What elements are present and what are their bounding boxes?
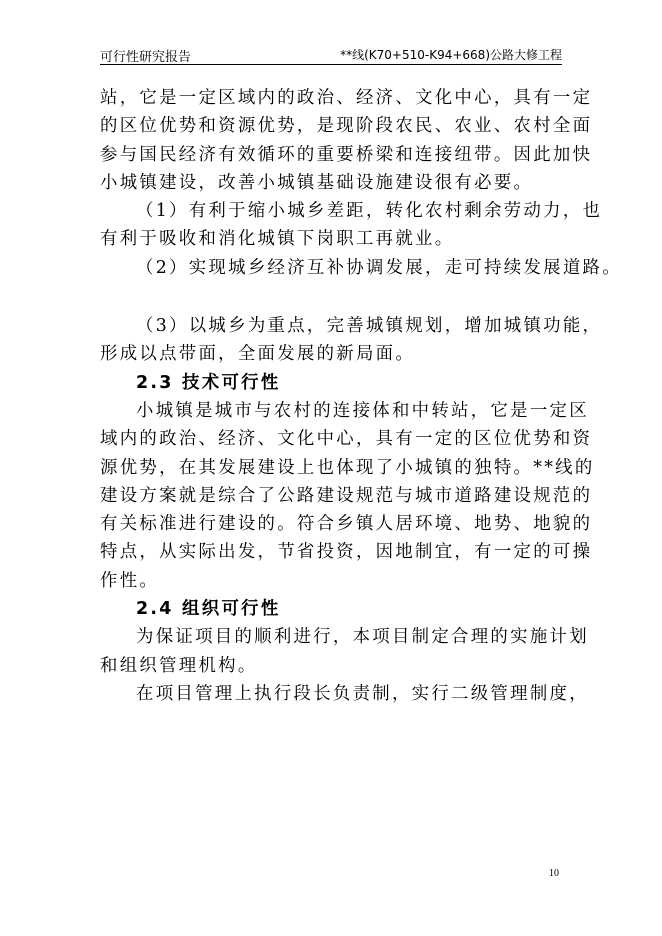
body-line: 有利于吸收和消化城镇下岗职工再就业。: [100, 229, 455, 250]
body-line: 有关标准进行建设的。符合乡镇人居环境、地势、地貌的: [100, 514, 593, 535]
body-line: 域内的政治、经济、文化中心，具有一定的区位优势和资: [100, 429, 593, 450]
body-line: 小城镇是城市与农村的连接体和中转站，它是一定区: [136, 400, 589, 421]
header-project-title: **线(K70+510-K94+668)公路大修工程: [340, 48, 562, 62]
section-heading-2-3: 2.3 技术可行性: [136, 372, 281, 393]
paragraph-gap: [100, 282, 570, 312]
page-header: [100, 44, 562, 65]
body-line: （3）以城乡为重点，完善城镇规划，增加城镇功能，: [136, 316, 603, 337]
body-line: 和组织管理机构。: [100, 655, 258, 676]
header-document-type: 可行性研究报告: [100, 50, 192, 65]
section-heading-2-4: 2.4 组织可行性: [136, 599, 281, 620]
body-line: 建设方案就是综合了公路建设规范与城市道路建设规范的: [100, 485, 593, 506]
body-line: 形成以点带面，全面发展的新局面。: [100, 344, 416, 365]
page-number: 10: [549, 868, 559, 879]
body-line: 在项目管理上执行段长负责制，实行二级管理制度，: [136, 683, 589, 704]
body-line: 为保证项目的顺利进行，本项目制定合理的实施计划: [136, 627, 589, 648]
body-line: （1）有利于缩小城乡差距，转化农村剩余劳动力，也: [136, 201, 603, 222]
document-body: [100, 84, 622, 708]
body-line: 站，它是一定区域内的政治、经济、文化中心，具有一定: [100, 88, 593, 108]
body-line: 特点，从实际出发，节省投资，因地制宜，有一定的可操: [100, 542, 593, 563]
body-line: 源优势，在其发展建设上也体现了小城镇的独特。**线的: [100, 457, 595, 478]
body-line: 参与国民经济有效循环的重要桥梁和连接纽带。因此加快: [100, 144, 593, 165]
body-line: 的区位优势和资源优势，是现阶段农民、农业、农村全面: [100, 116, 593, 137]
body-line: （2）实现城乡经济互补协调发展，走可持续发展道路。: [136, 257, 622, 278]
body-line: 作性。: [100, 570, 160, 591]
body-line: 小城镇建设，改善小城镇基础设施建设很有必要。: [100, 172, 534, 193]
